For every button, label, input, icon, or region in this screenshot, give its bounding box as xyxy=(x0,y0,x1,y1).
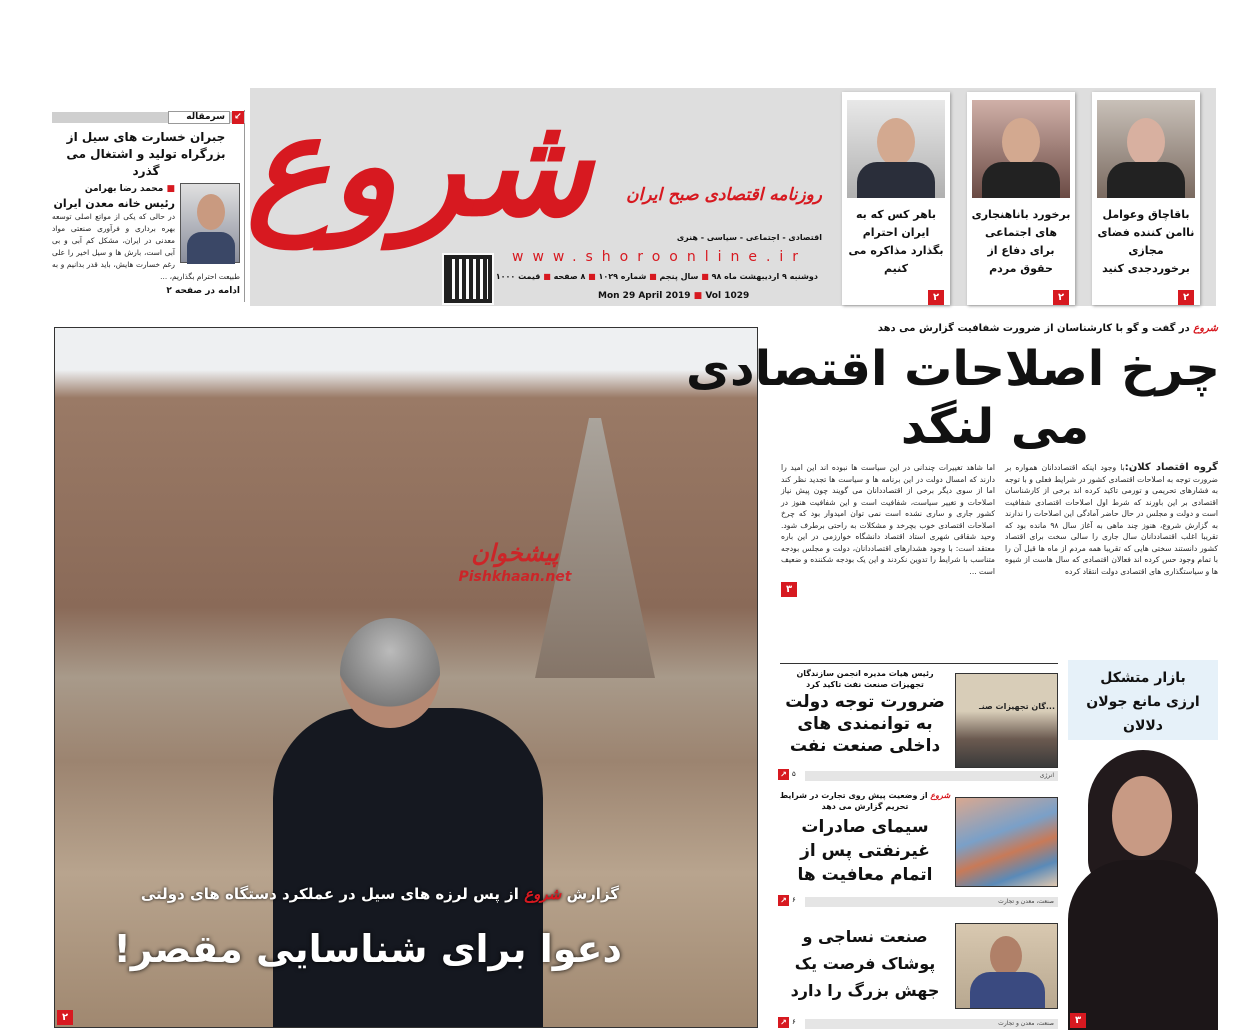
page-badge: ۲ xyxy=(928,290,944,305)
page-number: ۶ xyxy=(792,896,796,904)
man-head xyxy=(340,618,440,728)
website-url[interactable]: www.shoroonline.ir xyxy=(512,249,808,265)
editorial-body: در حالی که یکی از مواتع اصلی توسعه بهره برداری و فرآوری صنعتی مواد معدنی در ایران، مشکل کم آبی و بی آبی است، بارش ها و سیل اخیر را علی رغم خسارت هایش، باید قدر بدانیم و به طبیعت احترام بگذاریم، ... xyxy=(52,212,240,281)
editorial-section-label: سرمقاله xyxy=(168,111,230,124)
kicker-pre: گزارش xyxy=(566,885,619,903)
watermark xyxy=(435,538,595,586)
editorial-title: جبران خسارت های سیل از بزرگراه تولید و اشتغال می گذرد xyxy=(66,130,226,178)
lead-title-line2: می لنگد xyxy=(900,399,1090,455)
author-photo xyxy=(180,183,240,263)
brand-mark: شروع xyxy=(930,791,951,800)
story-kicker xyxy=(779,790,951,812)
top-card-1[interactable] xyxy=(1092,92,1200,305)
card-headline: برخورد باناهنجاری های اجتماعی برای دفاع از حقوق مردم xyxy=(971,208,1071,275)
page-number: ۶ xyxy=(792,1018,796,1026)
story-title: صنعت نساجی و پوشاک فرصت یک جهش بزرگ را دارد xyxy=(790,927,940,1000)
masthead-categories: اقتصادی - اجتماعی - سیاسی - هنری xyxy=(676,233,822,242)
editorial-box xyxy=(52,110,245,302)
story-text xyxy=(779,790,951,887)
arrow-icon: ↙ xyxy=(232,111,244,124)
brand-mark: شروع xyxy=(1193,323,1218,334)
volume: Vol 1029 xyxy=(705,291,750,301)
divider xyxy=(780,663,1058,664)
date-en: Mon 29 April 2019 xyxy=(598,291,691,301)
masthead-tagline: روزنامه اقتصادی صبح ایران xyxy=(626,185,822,205)
photo-sign-text: ...گان تجهیزات صنـ xyxy=(979,702,1055,711)
arrow-icon: ↗ xyxy=(778,769,789,780)
lead-col-left-wrap xyxy=(781,462,995,597)
woman-photo xyxy=(1068,740,1218,1030)
page-number: ۵ xyxy=(792,770,796,778)
story-kicker: رئیس هیات مدیره انجمن سازندگان تجهیزات صنعت نفت تاکید کرد xyxy=(796,669,934,689)
flood-photo xyxy=(54,327,758,1028)
arrow-icon: ↗ xyxy=(778,1017,789,1028)
brand-mark: شروع xyxy=(524,885,562,903)
lead-col-right-text: با وجود اینکه اقتصاددانان همواره بر ضرورت توجه به اصلاحات اقتصادی کشور در شرایط فعلی و با توجه به فشارهای تحریمی و تورمی تاکید کرده اند برخی از کارشناسان اقتصادی بر این باورند که شرط اول اصلاحات اقتصادی شفافیت است و دولت و مجلس در حال حاضر آمادگی این اصلاحات را ندارند به گزارش شروع، هنوز چند ماهی به آغاز سال ۹۸ مانده بود که تقریبا اغلب اقتصاددانان سال جاری را سالی سخت برای اقتصاد کشور دانستند سختی هایی که تقریبا همه مردم از ماه ها قبل آن را با تمام وجود حس کرده اند فعالان اقتصادی که سال هاست از شیوه ها و سیاستگذاری های اقتصادی دولت انتقاد کرده xyxy=(1005,463,1218,576)
price: قیمت ۱۰۰۰ xyxy=(495,272,541,281)
story-photo xyxy=(955,923,1058,1009)
year-label: سال پنجم xyxy=(659,272,699,281)
currency-story[interactable] xyxy=(1068,660,1218,1030)
story-title: بازار متشکل ارزی مانع جولان دلالان xyxy=(1086,670,1200,734)
editorial-author-role: رئیس خانه معدن ایران xyxy=(53,197,175,210)
author-name: محمد رضا بهرامن xyxy=(84,184,164,194)
side-story-1[interactable] xyxy=(775,665,1060,783)
masthead-date-en: Mon 29 April 2019 ■ Vol 1029 xyxy=(598,291,750,301)
issue-number: شماره ۱۰۲۹ xyxy=(598,272,647,281)
lead-columns xyxy=(770,462,1220,597)
page-count: ۸ صفحه xyxy=(553,272,586,281)
section-bar: صنعت، معدن و تجارت xyxy=(805,897,1058,907)
page-badge: ۲ xyxy=(57,1010,73,1025)
qr-code xyxy=(444,255,492,303)
editorial-continued: ادامه در صفحه ۲ xyxy=(166,286,240,296)
arrow-icon: ↗ xyxy=(778,895,789,906)
story-photo xyxy=(955,797,1058,887)
card-headline: باقاچاق وعوامل ناامن کننده فضای مجازی برخوردجدی کنید xyxy=(1097,208,1195,275)
watermark-fa: پیشخوان xyxy=(471,539,559,567)
kicker-text: در گفت و گو با کارشناسان از ضرورت شفافیت گزارش می دهد xyxy=(877,323,1190,334)
side-story-2[interactable] xyxy=(775,787,1060,907)
man-figure xyxy=(273,708,543,1028)
kicker-text: از پس لرزه های سیل در عملکرد دستگاه های دولتی xyxy=(140,885,519,903)
lead-byline: گروه اقتصاد کلان: xyxy=(1124,462,1218,473)
card-headline: باهر کس که به ایران احترام بگذارد مذاکره می کنیم xyxy=(848,208,944,275)
page-badge: ۳ xyxy=(781,582,797,597)
photo-story-title[interactable]: دعوا برای شناسایی مقصر! xyxy=(113,927,622,971)
lead-title[interactable] xyxy=(685,340,1220,456)
top-card-2[interactable] xyxy=(967,92,1075,305)
story-photo xyxy=(955,673,1058,768)
lead-col-right xyxy=(1005,462,1218,597)
watermark-en: Pishkhaan.net xyxy=(458,569,572,585)
date-weekday: دوشنبه ۹ اردیبهشت ماه ۹۸ xyxy=(711,272,818,281)
top-card-3[interactable] xyxy=(842,92,950,305)
lead-col-left: اما شاهد تغییرات چندانی در این سیاست ها نبوده اند این امید را دارند که امسال دولت در این برنامه ها و سیاست ها تجدید نظر کند اما از سوی دیگر برخی از اقتصاددانان می گویند چون پیش نیاز اصلاحات و تغییر سیاست، شفافیت است و این شفافیت هنوز در کشور جاری و ساری نشده است نمی توان امیدوار بود که چرخ اصلاحات اقتصادی خوب بچرخد و مشکلات به راحتی برطرف شود. وحید شقاقی شهری استاد اقتصاد دانشگاه خوارزمی در این باره معتقد است: با وجود هشدارهای اقتصاددانان، دولت و مجلس بودجه متناسب با شرایط را تدوین نکردند و این یک بودجه شکننده و ضعیف است ... xyxy=(781,463,995,576)
side-story-3[interactable] xyxy=(775,915,1060,1033)
story-title: سیمای صادرات غیرنفتی پس از اتمام معافیت ها xyxy=(797,817,933,885)
page-badge: ۳ xyxy=(1070,1013,1086,1028)
story-text xyxy=(779,668,951,757)
masthead-date-fa: دوشنبه ۹ اردیبهشت ماه ۹۸ ■ سال پنجم ■ شماره ۱۰۲۹ ■ ۸ صفحه ■ قیمت ۱۰۰۰ xyxy=(495,272,818,281)
lead-kicker xyxy=(770,322,1220,336)
story-title: ضرورت توجه دولت به توانمندی های داخلی صنعت نفت xyxy=(785,692,945,756)
lead-title-line1: چرخ اصلاحات اقتصادی xyxy=(685,341,1220,397)
card-photo xyxy=(847,100,945,198)
editorial-author: ■ محمد رضا بهرامن xyxy=(84,184,175,194)
story-text xyxy=(779,923,951,1004)
newspaper-logo: شروع xyxy=(246,84,592,248)
section-bar: صنعت، معدن و تجارت xyxy=(805,1019,1058,1029)
editorial-content xyxy=(52,129,240,298)
section-bar: انرژی xyxy=(805,771,1058,781)
card-photo xyxy=(972,100,1070,198)
page-badge: ۲ xyxy=(1178,290,1194,305)
kicker-text: از وضعیت پیش روی تجارت در شرایط تحریم گزارش می دهد xyxy=(779,791,928,811)
lead-story xyxy=(685,322,1220,597)
photo-story-kicker xyxy=(141,884,619,904)
card-photo xyxy=(1097,100,1195,198)
page-badge: ۲ xyxy=(1053,290,1069,305)
